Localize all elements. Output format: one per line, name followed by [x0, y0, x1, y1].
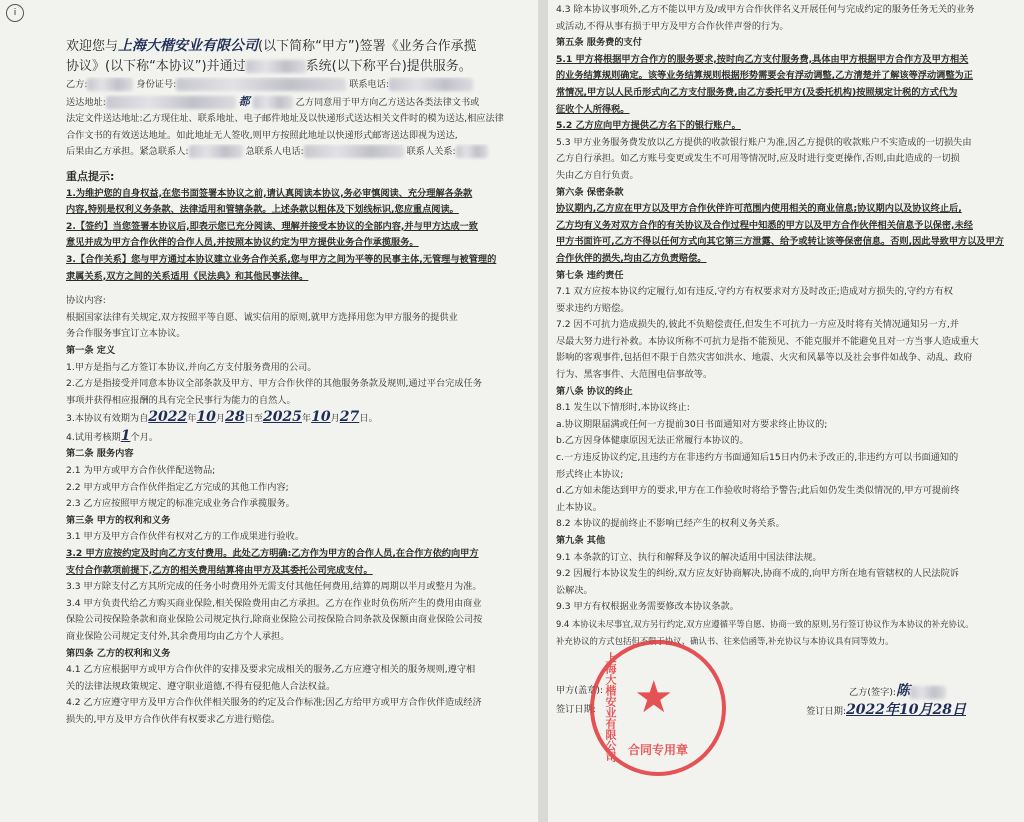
article-line: 3.3 甲方除支付乙方其所完成的任务小时费用外无需支付其他任何费用,结算的周期以半月或整月为准。: [66, 581, 482, 593]
article-line: 形式终止本协议;: [556, 468, 624, 480]
notice-line-1: 法定文件送达地址:乙方现住址、联系地址、电子邮件地址及以快递形式送达相关文件时的模为送达,相应法律: [66, 113, 504, 125]
term-line: 3.本协议有效期为自2022年10月28日至2025年10月27日。: [66, 409, 378, 426]
article-line: 讼解决。: [556, 584, 593, 596]
content-title: 协议内容:: [66, 295, 106, 307]
article-line: 行为、黑客事件、大范围电信事故等。: [556, 369, 713, 381]
article-line: 9.3 甲方有权根据业务需要修改本协议条款。: [556, 601, 739, 613]
article-line: 3.4 甲方负责代给乙方购买商业保险,相关保险费用由乙方承担。乙方在作业时负伤所产生的费用由商业: [66, 597, 482, 609]
article-line: c.一方违反协议约定,且违约方在非违约方书面通知后15日内仍未予改正的,非违约方可以书面通知的: [556, 452, 959, 464]
article-line: 5.2 乙方应向甲方提供乙方名下的银行账户。: [556, 120, 741, 132]
article-8-title: 第八条 协议的终止: [556, 385, 633, 397]
content-line: 务合作服务事宜订立本协议。: [66, 328, 186, 340]
article-line: 9.4 本协议未尽事宜,双方另行约定,双方应遵循平等自愿、协商一致的原则,另行签订协议作为本协议的补充协议。: [556, 618, 974, 629]
article-line: 2.乙方是指接受并同意本协议全部条款及甲方、甲方合作伙伴的其他服务条款及规则,通过平台完成任务: [66, 378, 482, 390]
article-line: 4.1 乙方应根据甲方或甲方合作伙伴的安排及要求完成相关的服务,乙方应遵守相关的服务规则,遵守相: [66, 664, 476, 676]
article-line: 支付合作款项前提下,乙方的相关费用结算将由甲方及其委托公司完成支付。: [66, 564, 373, 576]
article-6-title: 第六条 保密条款: [556, 186, 624, 198]
article-1-title: 第一条 定义: [66, 344, 116, 356]
article-line: 9.2 因履行本协议发生的纠纷,双方应友好协商解决,协商不成的,向甲方所在地有管辖权的人民法院诉: [556, 568, 959, 580]
article-9-title: 第九条 其他: [556, 535, 606, 546]
tip-line: 意见并成为甲方合作伙伴的合作人员,并按照本协议约定为甲方提供业务合作承揽服务。: [66, 237, 419, 249]
seal-label: 合同专用章: [627, 743, 688, 757]
party-a-seal-label: 甲方(盖章):: [556, 685, 604, 697]
article-line: 2.2 甲方或甲方合作伙伴指定乙方完成的其他工作内容;: [66, 481, 289, 493]
article-line: 7.2 因不可抗力造成损失的,彼此不负赔偿责任,但发生不可抗力一方应及时将有关情况通知另一方,并: [556, 319, 959, 331]
notice-line-2: 合作文书的有效送达地址。如此地址无人签收,则甲方按照此地址以快递形式邮寄送达即视为送达,: [66, 129, 458, 141]
intro-line-1: 欢迎您与上海大楷安业有限公司(以下简称“甲方”)签署《业务合作承揽: [66, 38, 477, 54]
article-line: 4.2 乙方应遵守甲方及甲方合作伙伴相关服务的约定及合作标准;因乙方给甲方或甲方合作伙伴造成经济: [66, 697, 482, 709]
tip-line: 内容,特别是权利义务条款、法律适用和管辖条款。上述条款以粗体及下划线标识,您应重点阅读。: [66, 204, 459, 216]
trial-line: 4.试用考核期1个月。: [66, 427, 159, 444]
article-5-title: 第五条 服务费的支付: [556, 37, 642, 49]
article-line: 损失的,甲方及甲方合作伙伴有权要求乙方进行赔偿。: [66, 713, 281, 725]
article-line: 8.1 发生以下情形时,本协议终止:: [556, 402, 690, 414]
page-mark: i: [6, 4, 24, 22]
article-line: 5.3 甲方业务服务费发放以乙方提供的收款银行账户为准,因乙方提供的收款账户不实造成的一切损失由: [556, 136, 972, 148]
article-line: b.乙方因身体健康原因无法正常履行本协议的。: [556, 435, 749, 447]
article-line: 事项并获得相应报酬的具有完全民事行为能力的自然人。: [66, 394, 296, 406]
party-b-line: 乙方: 身份证号: 联系电话:: [66, 77, 526, 94]
signing-date-handwritten: 2022年10月28日: [846, 701, 966, 718]
article-line: 或活动,不得从事有损于甲方及甲方合作伙伴声誉的行为。: [556, 20, 789, 32]
party-b-signature: 陈: [896, 683, 910, 700]
article-7-title: 第七条 违约责任: [556, 269, 624, 281]
article-line: 失由乙方自行负责。: [556, 169, 639, 181]
article-line: 乙方自行承担。如乙方账号变更或发生不可用等情况时,应及时进行变更操作,否则,由此造成的一切损: [556, 153, 960, 165]
content-line: 根据国家法律有关规定,双方按照平等自愿、诚实信用的原则,就甲方选择用您为甲方服务的提供业: [66, 311, 458, 323]
star-icon: ★: [634, 672, 674, 723]
article-line: 乙方均有义务对双方合作的有关协议及合作过程中知悉的甲方以及甲方合作伙伴相关信息予以保密,未经: [556, 219, 973, 231]
tip-line: 3.【合作关系】您与甲方通过本协议建立业务合作关系,您与甲方之间为平等的民事主体,无管理与被管理的: [66, 253, 497, 265]
article-line: 3.2 甲方应按约定及时向乙方支付费用。此处乙方明确:乙方作为甲方的合作人员,在合作方依约向甲方: [66, 548, 479, 560]
party-b-date: 签订日期:2022年10月28日: [806, 701, 966, 718]
article-line: 关的法律法规政策规定、遵守职业道德,不得有侵犯他人合法权益。: [66, 680, 336, 692]
intro-line-2: 协议》(以下称“本协议”)并通过 系统(以下称平台)提供服务。: [66, 59, 472, 74]
article-line: 甲方书面许可,乙方不得以任何方式向其它第三方泄露、给予或转让该等保密信息。否则,因此导致甲方以及甲方: [556, 236, 1004, 248]
tip-line: 2.【签约】当您签署本协议后,即表示您已充分阅读、理解并接受本协议的全部内容,并与甲方达成一致: [66, 220, 478, 232]
party-b-sign-label: 乙方(签字):陈: [849, 683, 946, 702]
article-line: 常情况,甲方以人民币形式向乙方支付服务费,由乙方委托甲方(及委托机构)按照规定计税的方式代为: [556, 86, 958, 98]
company-name-handwritten: 上海大楷安业有限公司: [118, 38, 259, 54]
address-line: 送达地址: 都 乙方同意用于甲方向乙方送达各类法律文书或: [66, 94, 480, 108]
article-line: 8.2 本协议的提前终止不影响已经产生的权利义务关系。: [556, 518, 785, 530]
article-line: 补充协议的方式包括但不限于协议、确认书、往来信函等,补充协议与本协议具有同等效力。: [556, 635, 894, 646]
article-line: 2.3 乙方应按照甲方规定的标准完成业务合作承揽服务。: [66, 498, 295, 510]
article-line: 的业务结算规则确定。该等业务结算规则根据形势需要会有浮动调整,乙方清楚并了解该等浮动调整为正: [556, 70, 973, 82]
article-line: a.协议期限届满或任何一方提前30日书面通知对方要求终止协议的;: [556, 418, 828, 430]
seal-company-name: 上海大楷安业有限公司: [604, 652, 617, 762]
party-a-date-label: 签订日期:: [556, 703, 596, 715]
article-line: 协议期内,乙方应在甲方以及甲方合作伙伴许可范围内使用相关的商业信息;协议期内以及协议终止后,: [556, 203, 962, 215]
article-line: 要求违约方赔偿。: [556, 302, 630, 314]
article-line: 1.甲方是指与乙方签订本协议,并向乙方支付服务费用的公司。: [66, 361, 317, 373]
tips-title: 重点提示:: [66, 169, 115, 183]
tip-line: 隶属关系,双方之间的关系适用《民法典》和其他民事法律。: [66, 270, 309, 282]
notice-line-3: 后果由乙方承担。紧急联系人: 急联系人电话: 联系人关系:: [66, 144, 526, 161]
article-line: 5.1 甲方将根据甲方合作方的服务要求,按时向乙方支付服务费,具体由甲方根据甲方合作方及甲方相关: [556, 53, 969, 65]
article-line: 4.3 除本协议事项外,乙方不能以甲方及/或甲方合作伙伴名义开展任何与完成约定的服务任务无关的业务: [556, 4, 975, 15]
article-3-title: 第三条 甲方的权利和义务: [66, 514, 171, 526]
article-line: 征收个人所得税。: [556, 103, 630, 115]
article-4-title: 第四条 乙方的权利和义务: [66, 647, 171, 659]
article-line: 保险公司按保险条款和商业保险公司规定执行,除商业保险公司按保险合同条款及保额由商业保险公司按: [66, 614, 483, 626]
article-line: 3.1 甲方及甲方合作伙伴有权对乙方的工作成果进行验收。: [66, 531, 305, 543]
tip-line: 1.为维护您的自身权益,在您书面签署本协议之前,请认真阅读本协议,务必审慎阅读、充分理解各条款: [66, 187, 473, 199]
article-line: 尽最大努力进行补救。本协议所称不可抗力是指不能预见、不能克服并不能避免且对一方当事人造成重大: [556, 335, 979, 347]
article-line: 商业保险公司规定支付外,其余费用均由乙方个人承担。: [66, 631, 290, 642]
article-line: 影响的客观事件,包括但不限于自然灾害如洪水、地震、火灾和风暴等以及社会事件如战争、动乱、政府: [556, 352, 973, 364]
article-line: 止本协议。: [556, 501, 602, 513]
company-seal: [590, 640, 726, 776]
article-2-title: 第二条 服务内容: [66, 448, 134, 460]
article-line: 9.1 本条款的订立、执行和解释及争议的解决适用中国法律法规。: [556, 551, 822, 563]
article-line: d.乙方如未能达到甲方的要求,甲方在工作验收时将给予警告;此后如仍发生类似情况的,甲方可提前终: [556, 485, 960, 497]
article-line: 2.1 为甲方或甲方合作伙伴配送物品;: [66, 465, 216, 477]
article-line: 7.1 双方应按本协议约定履行,如有违反,守约方有权要求对方及时改正;造成对方损失的,守约方有权: [556, 286, 953, 298]
article-line: 合作伙伴的损失,均由乙方负责赔偿。: [556, 252, 707, 264]
